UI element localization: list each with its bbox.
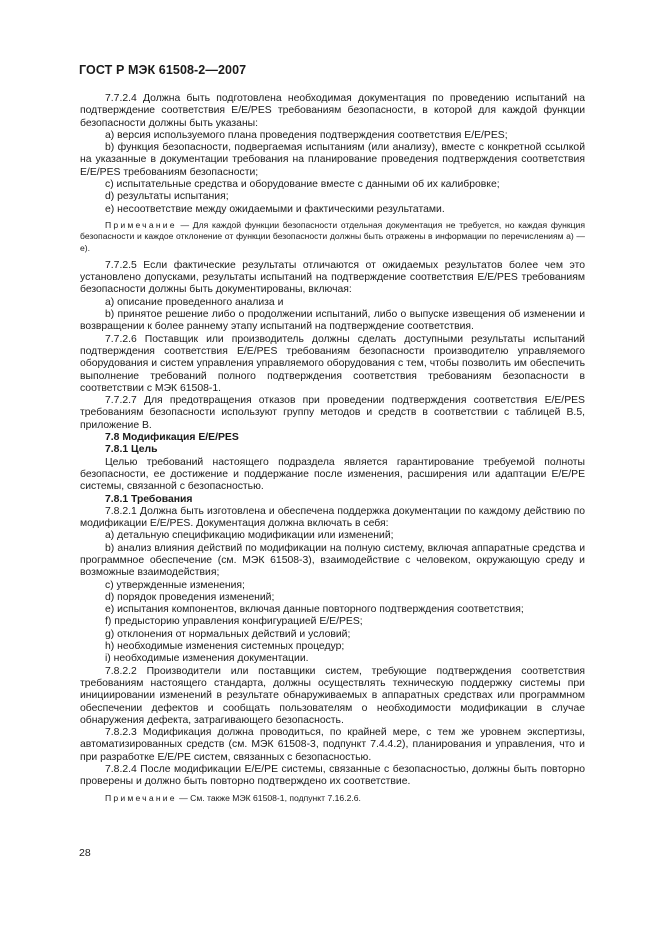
list-item: i) необходимые изменения документации.: [105, 653, 309, 665]
clause-7-8-2-2: 7.8.2.2 Производители или поставщики систем, требующие подтверждения соответствия требованиям настоящего стандарта, должны осуществлять техническую поддержку системы при инициировании изменений в результате обнаруживаемых в аппаратных средствах или программном обеспечении дефектов и сообщать пользователям о необходимости модификации в случае обнаружения дефекта, затрагивающего безопасность.: [80, 665, 585, 726]
list-item: h) необходимые изменения системных процедур;: [105, 641, 345, 653]
clause-7-8-2-1: 7.8.2.1 Должна быть изготовлена и обеспечена поддержка документации по каждому действию по модификации E/E/PES. Документация должна включать в себя:: [80, 505, 585, 530]
clause-7-7-2-7: 7.7.2.7 Для предотвращения отказов при проведении подтверждения соответствия E/E/PES требованиям безопасности используют группу методов и средств в соответствии с таблицей В.5, приложение В.: [80, 395, 585, 431]
subsection-heading-7-8-1: 7.8.1 Цель: [105, 444, 158, 456]
list-item: g) отклонения от нормальных действий и условий;: [105, 628, 351, 640]
subsection-heading-requirements: 7.8.1 Требования: [105, 493, 193, 505]
list-item: c) утвержденные изменения;: [105, 579, 245, 591]
page-number: 28: [79, 847, 91, 859]
clause-7-8-1-text: Целью требований настоящего подраздела является гарантирование требуемой полноты безопасности, ее достижение и поддержание после изменения, расширения или адаптации E/E/PE системы, связанной с безопасностью.: [80, 456, 585, 493]
note-1: [80, 220, 585, 254]
note-text: — Для каждой функции безопасности отдельная документация не требуется, но каждая функция безопасности и каждое отклонение от функции безопасности должны быть отражены в информации по перечислениям а) — е).: [80, 219, 585, 253]
list-item: d) порядок проведения изменений;: [105, 591, 275, 603]
section-heading-7-8: 7.8 Модификация E/E/PES: [105, 432, 239, 444]
list-item: d) результаты испытания;: [105, 191, 229, 203]
note-label: Примечание: [105, 219, 177, 230]
list-item: c) испытательные средства и оборудование вместе с данными об их калибровке;: [105, 179, 500, 191]
clause-7-7-2-5: 7.7.2.5 Если фактические результаты отличаются от ожидаемых результатов более чем это установлено допусками, результаты испытаний на подтверждение соответствия E/E/PES требованиям безопасности должны быть документированы, включая:: [80, 259, 585, 296]
clause-7-8-2-3: 7.8.2.3 Модификация должна проводиться, по крайней мере, с тем же уровнем экспертизы, автоматизированных средств (см. МЭК 61508-3, подпункт 7.4.4.2), планирования и управления, что и при разработке E/E/PE систем, связанных с безопасностью.: [80, 727, 585, 763]
list-item: b) принятое решение либо о продолжении испытаний, либо о выпуске извещения об изменении и возвращении к более раннему этапу испытаний на подтверждение соответствия.: [80, 309, 585, 333]
list-item: a) версия используемого плана проведения подтверждения соответствия E/E/PES;: [105, 129, 508, 141]
list-item: a) детальную спецификацию модификации или изменений;: [105, 530, 394, 542]
list-item: f) предыcторию управления конфигурацией E/E/PES;: [105, 616, 363, 628]
clause-7-7-2-4: 7.7.2.4 Должна быть подготовлена необходимая документация по проведению испытаний на подтверждение соответствия E/E/PES требованиям безопасности, в которой для каждой функции безопасности должны быть указаны:: [80, 93, 585, 129]
clause-7-8-2-4: 7.8.2.4 После модификации E/E/PE системы, связанные с безопасностью, должны быть повторно проверены и должно быть повторно подтверждено их соответствие.: [80, 764, 585, 788]
list-item: e) испытания компонентов, включая данные повторного подтверждения соответствия;: [105, 604, 524, 616]
note-2: [80, 793, 585, 804]
list-item: e) несоответствие между ожидаемыми и фактическими результатами.: [105, 203, 445, 215]
note-label: Примечание: [105, 792, 177, 803]
list-item: b) анализ влияния действий по модификации на полную систему, включая аппаратные средства и программное обеспечение (см. МЭК 61508-3), взаимодействие с человеком, окружающую среду и возможные взаимодействия;: [80, 542, 585, 579]
clause-7-7-2-6: 7.7.2.6 Поставщик или производитель должны сделать доступными результаты испытаний подтверждения соответствия E/E/PES требованиям безопасности производителю управляемого оборудования и систем управления управляемого оборудования с тем, чтобы позволить им обеспечить выполнение требований полного подтверждения соответствия требованиям безопасности в соответствии с МЭК 61508-1.: [80, 333, 585, 394]
note-text: — См. также МЭК 61508-1, подпункт 7.16.2.6.: [176, 792, 361, 803]
list-item: a) описание проведенного анализа и: [105, 296, 284, 308]
list-item: b) функция безопасности, подвергаемая испытаниям (или анализу), вместе с конкретной ссылкой на указанные в документации требования на планирование проведения подтверждения соответствия E/E/PES требованиям безопасности;: [80, 142, 585, 178]
document-header: ГОСТ Р МЭК 61508-2—2007: [79, 63, 247, 77]
document-body: [80, 93, 585, 810]
